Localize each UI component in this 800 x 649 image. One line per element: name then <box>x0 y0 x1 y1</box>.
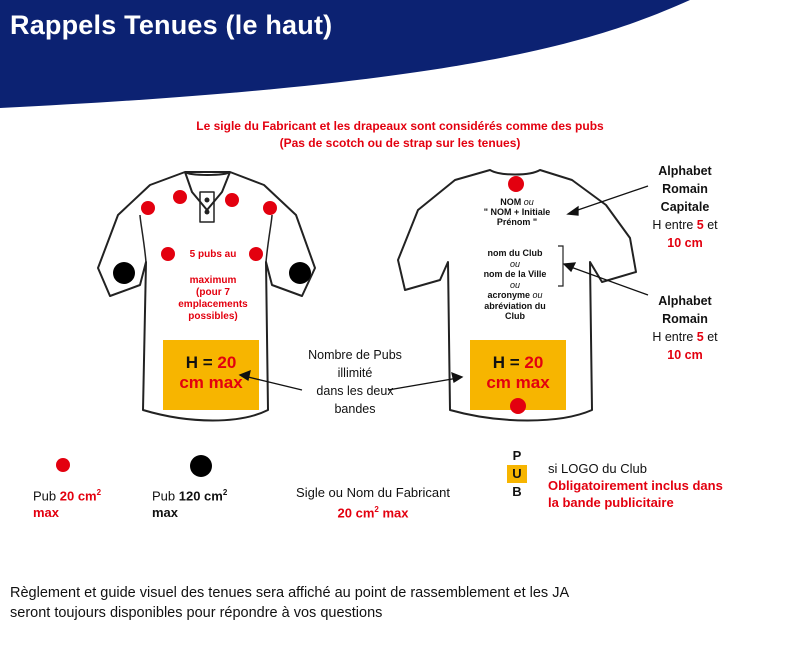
legend-black-pub: Pub <box>152 488 179 504</box>
alphabet-top-line-3: Capitale <box>660 200 710 214</box>
alphabet-bottom-val: 5 <box>696 330 704 344</box>
back-nom-initiale: " NOM + Initiale <box>483 207 551 217</box>
back-name-note <box>472 197 562 227</box>
back-abreviation: abréviation du <box>484 300 546 311</box>
back-band-h: H = <box>492 353 525 372</box>
alphabet-bottom-line-4: 10 cm <box>667 348 703 362</box>
front-pubs-note-2 <box>165 275 261 323</box>
back-club: Club <box>505 311 525 321</box>
back-ou-2: ou <box>509 258 520 269</box>
legend-black <box>152 484 262 521</box>
red-pub-dot <box>225 193 239 207</box>
legend-pub-u: U <box>507 465 527 483</box>
legend-pub-stack <box>507 447 527 501</box>
middle-note <box>296 346 414 418</box>
alphabet-top-line-1: Alphabet <box>658 164 712 178</box>
front-pubs-line-5: possibles) <box>188 311 238 322</box>
back-nom: NOM <box>500 197 522 207</box>
front-band-h: H = <box>185 353 218 372</box>
legend-sigle <box>278 484 468 521</box>
legend-black-sup: 2 <box>222 488 228 497</box>
back-prenom: Prénom " <box>496 217 538 227</box>
footer-note <box>10 583 750 623</box>
legend-red-max: max <box>33 505 60 521</box>
black-pub-dot <box>113 262 135 284</box>
black-pub-dot <box>289 262 311 284</box>
red-pub-dot <box>249 247 263 261</box>
legend-black-max: max <box>152 505 179 521</box>
alphabet-top-line-5: 10 cm <box>667 236 703 250</box>
alphabet-top-post: et <box>703 218 718 232</box>
middle-note-line-2: illimité <box>337 366 373 380</box>
middle-note-line-3: dans les deux <box>316 384 394 398</box>
legend-sigle-sup: 2 <box>374 505 379 514</box>
legend-logo-note <box>548 460 788 511</box>
alphabet-top-val: 5 <box>696 218 704 232</box>
legend-black-value: 120 cm <box>178 488 223 504</box>
back-nom-ville: nom de la Ville <box>483 269 547 279</box>
alphabet-bottom-post: et <box>703 330 718 344</box>
alphabet-bottom-note <box>636 292 734 364</box>
alphabet-bottom-line-2: Romain <box>662 312 708 326</box>
warning-line-2: (Pas de scotch ou de strap sur les tenues) <box>279 136 521 150</box>
back-ou-4: ou <box>532 290 543 300</box>
legend-oblig-line-1: Obligatoirement inclus dans <box>548 478 723 493</box>
back-ou-3: ou <box>509 279 520 290</box>
back-club-note <box>470 248 560 322</box>
legend-pub-p: P <box>512 448 522 463</box>
alphabet-bottom-pre: H entre <box>652 330 697 344</box>
legend-red-value: 20 cm <box>59 488 97 504</box>
middle-note-line-4: bandes <box>334 402 376 416</box>
front-pubs-line-4: emplacements <box>178 299 248 310</box>
back-ou-1: ou <box>523 197 534 207</box>
back-nom-club: nom du Club <box>487 248 543 258</box>
legend-logo-text: si LOGO du Club <box>548 461 647 476</box>
alphabet-top-note <box>636 162 734 252</box>
legend-red-sup: 2 <box>96 488 102 497</box>
red-pub-dot <box>173 190 187 204</box>
back-acronyme: acronyme <box>487 290 530 300</box>
legend-sigle-max: max <box>378 505 409 521</box>
legend-sigle-value: 20 cm <box>337 505 375 521</box>
middle-note-line-1: Nombre de Pubs <box>308 348 402 362</box>
front-pubs-note <box>178 248 248 261</box>
legend-red-pub: Pub <box>33 488 60 504</box>
front-band-max: cm max <box>179 373 243 392</box>
back-band-max: cm max <box>486 373 550 392</box>
legend-sigle-line-1: Sigle ou Nom du Fabricant <box>296 485 450 500</box>
back-band-label <box>470 353 566 393</box>
footer-line-2: seront toujours disponibles pour répondre à vos questions <box>10 605 383 621</box>
legend-red-dot <box>56 458 70 472</box>
red-pub-dot <box>508 176 524 192</box>
alphabet-bottom-line-1: Alphabet <box>658 294 712 308</box>
front-pubs-line-1: 5 pubs au <box>189 249 237 260</box>
warning-line-1: Le sigle du Fabricant et les drapeaux sont considérés comme des pubs <box>196 119 604 133</box>
front-pubs-line-3: (pour 7 <box>196 287 230 298</box>
red-pub-dot <box>141 201 155 215</box>
footer-line-1: Règlement et guide visuel des tenues sera affiché au point de rassemblement et les JA <box>10 585 570 601</box>
front-band-h-value: 20 <box>217 353 237 372</box>
page-title: Rappels Tenues (le haut) <box>10 10 333 40</box>
legend-oblig-line-2: la bande publicitaire <box>548 495 674 510</box>
legend-red <box>33 484 133 521</box>
front-pubs-line-2: maximum <box>189 275 237 286</box>
red-pub-dot <box>263 201 277 215</box>
red-pub-dot <box>510 398 526 414</box>
warning-note <box>140 118 660 152</box>
back-band-h-value: 20 <box>524 353 544 372</box>
alphabet-top-pre: H entre <box>652 218 697 232</box>
front-band-label <box>163 353 259 393</box>
legend-pub-b: B <box>512 484 522 499</box>
legend-black-dot <box>190 455 212 477</box>
red-pub-dot <box>161 247 175 261</box>
alphabet-top-line-2: Romain <box>662 182 708 196</box>
